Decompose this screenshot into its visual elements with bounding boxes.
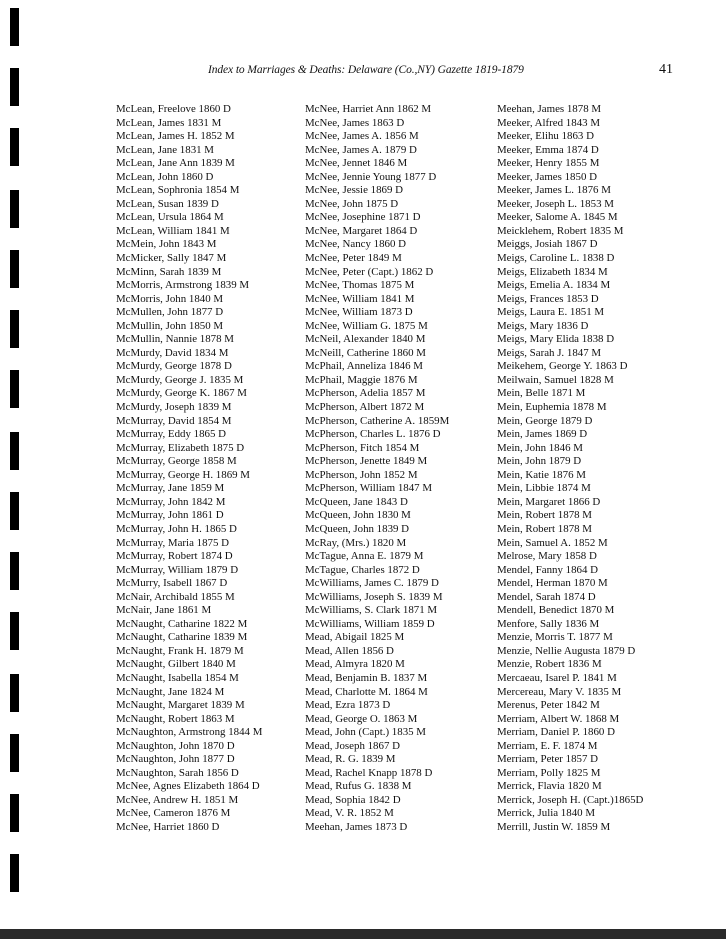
index-column-3 <box>497 103 643 835</box>
index-entry: Menzie, Nellie Augusta 1879 D <box>497 644 636 657</box>
index-entry: Meeker, James L. 1876 M <box>497 184 611 197</box>
index-entry: McMurray, David 1854 M <box>116 414 232 427</box>
index-entry: Mein, Katie 1876 M <box>497 468 586 481</box>
index-entry: Mead, Almyra 1820 M <box>305 658 405 671</box>
index-entry: Meeker, Joseph L. 1853 M <box>497 197 614 210</box>
index-entry: Mead, Rufus G. 1838 M <box>305 780 412 793</box>
binding-hole <box>10 128 19 166</box>
index-entry: McMurray, William 1879 D <box>116 563 239 576</box>
index-entry: Meehan, James 1873 D <box>305 820 408 833</box>
page-number: 41 <box>659 62 673 77</box>
index-entry: McMurray, Robert 1874 D <box>116 550 233 563</box>
index-entry: Meeker, James 1850 D <box>497 170 597 183</box>
index-entry: McTague, Charles 1872 D <box>305 563 420 576</box>
index-entry: Meeker, Salome A. 1845 M <box>497 211 618 224</box>
binding-hole <box>10 190 19 228</box>
index-entry: McLean, John 1860 D <box>116 170 214 183</box>
index-entry: McMurray, Elizabeth 1875 D <box>116 441 245 454</box>
index-entry: McMullin, John 1850 M <box>116 319 224 332</box>
index-entry: McPherson, William 1847 M <box>305 482 433 495</box>
binding-hole <box>10 734 19 772</box>
index-entry: McNee, Agnes Elizabeth 1864 D <box>116 780 260 793</box>
index-entry: Meeker, Alfred 1843 M <box>497 116 600 129</box>
index-entry: McNee, William 1873 D <box>305 306 413 319</box>
scan-bottom-edge <box>0 929 726 939</box>
index-entry: McNee, Nancy 1860 D <box>305 238 407 251</box>
index-entry: McMorris, John 1840 M <box>116 292 224 305</box>
index-entry: McMurdy, George 1878 D <box>116 360 232 373</box>
index-entry: Meigs, Mary Elida 1838 D <box>497 333 615 346</box>
index-entry: Mein, George 1879 D <box>497 414 593 427</box>
index-entry: Merriam, Polly 1825 M <box>497 766 601 779</box>
index-entry: Mead, Abigail 1825 M <box>305 631 405 644</box>
binding-hole <box>10 250 19 288</box>
index-entry: Mead, Joseph 1867 D <box>305 739 400 752</box>
index-entry: McMurdy, George J. 1835 M <box>116 373 244 386</box>
index-entry: McMurray, Eddy 1865 D <box>116 428 226 441</box>
index-entry: Menzie, Robert 1836 M <box>497 658 602 671</box>
index-entry: Meicklehem, Robert 1835 M <box>497 224 624 237</box>
index-entry: Mein, Samuel A. 1852 M <box>497 536 608 549</box>
index-entry: McWilliams, James C. 1879 D <box>305 577 439 590</box>
index-entry: Merrill, Justin W. 1859 M <box>497 820 611 833</box>
page-title: Index to Marriages & Deaths: Delaware (Co.,NY) Gazette 1819-1879 <box>208 64 524 76</box>
index-entry: McNee, Josephine 1871 D <box>305 211 421 224</box>
index-entry: Meeker, Henry 1855 M <box>497 157 600 170</box>
index-entry: McMurry, Isabell 1867 D <box>116 577 228 590</box>
index-entry: McPherson, Adelia 1857 M <box>305 387 426 400</box>
index-entry: McNaught, Frank H. 1879 M <box>116 644 244 657</box>
index-entry: McWilliams, S. Clark 1871 M <box>305 604 438 617</box>
index-entry: Mead, Ezra 1873 D <box>305 699 391 712</box>
index-entry: McNee, Jennet 1846 M <box>305 157 408 170</box>
index-entry: Menzie, Morris T. 1877 M <box>497 631 613 644</box>
index-entry: Mendel, Sarah 1874 D <box>497 590 596 603</box>
index-entry: Mein, James 1869 D <box>497 428 588 441</box>
binding-hole <box>10 612 19 650</box>
index-entry: McMurdy, David 1834 M <box>116 346 229 359</box>
index-entry: McMicker, Sally 1847 M <box>116 252 227 265</box>
index-entry: McNaught, Gilbert 1840 M <box>116 658 236 671</box>
index-entry: Mendel, Fanny 1864 D <box>497 563 599 576</box>
index-entry: McPherson, John 1852 M <box>305 468 418 481</box>
index-entry: McPhail, Maggie 1876 M <box>305 373 418 386</box>
index-entry: Melrose, Mary 1858 D <box>497 550 597 563</box>
index-entry: McPherson, Fitch 1854 M <box>305 441 420 454</box>
binding-hole <box>10 8 19 46</box>
index-entry: McLean, Jane 1831 M <box>116 143 214 156</box>
index-entry: McWilliams, William 1859 D <box>305 617 435 630</box>
index-entry: Merriam, Daniel P. 1860 D <box>497 726 615 739</box>
index-entry: McNee, James 1863 D <box>305 116 405 129</box>
page-header <box>0 64 726 84</box>
index-entry: Mead, Allen 1856 D <box>305 644 394 657</box>
binding-hole <box>10 794 19 832</box>
index-entry: McNee, Peter (Capt.) 1862 D <box>305 265 434 278</box>
binding-hole <box>10 370 19 408</box>
index-entry: Mein, Euphemia 1878 M <box>497 401 607 414</box>
index-entry: McNee, William G. 1875 M <box>305 319 428 332</box>
index-entry: McMinn, Sarah 1839 M <box>116 265 222 278</box>
index-entry: McMurray, Maria 1875 D <box>116 536 230 549</box>
index-entry: Meiggs, Josiah 1867 D <box>497 238 598 251</box>
index-entry: Merenus, Peter 1842 M <box>497 699 600 712</box>
index-entry: Meigs, Caroline L. 1838 D <box>497 252 615 265</box>
index-entry: Meigs, Emelia A. 1834 M <box>497 279 611 292</box>
index-entry: McLean, Jane Ann 1839 M <box>116 157 235 170</box>
index-entry: McNee, Harriet 1860 D <box>116 820 220 833</box>
index-entry: Meigs, Laura E. 1851 M <box>497 306 605 319</box>
index-entry: Mein, John 1846 M <box>497 441 583 454</box>
index-entry: McNaughton, Sarah 1856 D <box>116 766 239 779</box>
index-entry: McLean, Susan 1839 D <box>116 197 219 210</box>
index-entry: McPherson, Catherine A. 1859M <box>305 414 450 427</box>
index-entry: Merrick, Joseph H. (Capt.)1865D <box>497 793 644 806</box>
index-entry: McMullen, John 1877 D <box>116 306 224 319</box>
index-entry: McNeill, Catherine 1860 M <box>305 346 426 359</box>
index-entry: Mein, Robert 1878 M <box>497 509 592 522</box>
binding-hole <box>10 854 19 892</box>
index-entry: McNair, Archibald 1855 M <box>116 590 235 603</box>
index-entry: Merriam, E. F. 1874 M <box>497 739 598 752</box>
index-entry: McWilliams, Joseph S. 1839 M <box>305 590 443 603</box>
index-entry: Meehan, James 1878 M <box>497 103 602 115</box>
index-entry: Mead, Charlotte M. 1864 M <box>305 685 428 698</box>
binding-hole <box>10 674 19 712</box>
index-entry: McLean, Sophronia 1854 M <box>116 184 240 197</box>
index-entry: McNee, John 1875 D <box>305 197 399 210</box>
index-entry: McNee, Margaret 1864 D <box>305 224 418 237</box>
index-entry: Mercaeau, Isarel P. 1841 M <box>497 671 617 684</box>
index-entry: Mendel, Herman 1870 M <box>497 577 608 590</box>
index-entry: Merrick, Flavia 1820 M <box>497 780 602 793</box>
index-column-1 <box>116 103 262 835</box>
index-entry: McNee, Peter 1849 M <box>305 252 402 265</box>
index-entry: Meigs, Elizabeth 1834 M <box>497 265 608 278</box>
index-entry: McMurray, John H. 1865 D <box>116 522 237 535</box>
index-entry: McLean, James 1831 M <box>116 116 222 129</box>
index-entry: McQueen, John 1830 M <box>305 509 411 522</box>
index-entry: Meilwain, Samuel 1828 M <box>497 373 614 386</box>
index-entry: McPherson, Charles L. 1876 D <box>305 428 441 441</box>
index-entry: Mercereau, Mary V. 1835 M <box>497 685 622 698</box>
index-entry: McLean, James H. 1852 M <box>116 130 235 143</box>
index-entry: McMurdy, Joseph 1839 M <box>116 401 232 414</box>
index-entry: McNee, Jessie 1869 D <box>305 184 403 197</box>
index-entry: Meigs, Mary 1836 D <box>497 319 589 332</box>
index-entry: McLean, Freelove 1860 D <box>116 103 231 115</box>
index-entry: McNee, Andrew H. 1851 M <box>116 793 239 806</box>
index-entry: McNee, James A. 1879 D <box>305 143 417 156</box>
index-entry: McQueen, John 1839 D <box>305 522 410 535</box>
index-entry: McNaught, Isabella 1854 M <box>116 671 239 684</box>
index-entry: McMurray, George 1858 M <box>116 455 237 468</box>
index-entry: McMurdy, George K. 1867 M <box>116 387 247 400</box>
index-entry: Menfore, Sally 1836 M <box>497 617 600 630</box>
index-entry: Mein, Margaret 1866 D <box>497 495 601 508</box>
index-entry: McPhail, Anneliza 1846 M <box>305 360 423 373</box>
index-entry: McMorris, Armstrong 1839 M <box>116 279 250 292</box>
index-entry: McMurray, Jane 1859 M <box>116 482 225 495</box>
index-entry: McRay, (Mrs.) 1820 M <box>305 536 407 549</box>
index-entry: McNaught, Margaret 1839 M <box>116 699 245 712</box>
index-entry: McNaught, Robert 1863 M <box>116 712 235 725</box>
index-entry: McNair, Jane 1861 M <box>116 604 212 617</box>
index-entry: McTague, Anna E. 1879 M <box>305 550 424 563</box>
index-entry: Meeker, Emma 1874 D <box>497 143 599 156</box>
index-entry: Mein, John 1879 D <box>497 455 582 468</box>
index-entry: McNaughton, Armstrong 1844 M <box>116 726 263 739</box>
index-entry: Mead, John (Capt.) 1835 M <box>305 726 426 739</box>
index-entry: Mendell, Benedict 1870 M <box>497 604 615 617</box>
index-entry: Mein, Belle 1871 M <box>497 387 586 400</box>
binding-hole <box>10 432 19 470</box>
index-entry: McMein, John 1843 M <box>116 238 217 251</box>
index-entry: McNaughton, John 1877 D <box>116 753 235 766</box>
index-entry: McNee, Cameron 1876 M <box>116 807 231 820</box>
index-entry: McLean, Ursula 1864 M <box>116 211 224 224</box>
index-entry: Mead, George O. 1863 M <box>305 712 418 725</box>
index-entry: Mead, Rachel Knapp 1878 D <box>305 766 433 779</box>
index-column-2 <box>305 103 449 835</box>
index-entry: Mead, Sophia 1842 D <box>305 793 401 806</box>
index-entry: Mead, Benjamin B. 1837 M <box>305 671 428 684</box>
index-entry: McMurray, George H. 1869 M <box>116 468 250 481</box>
index-entry: McPherson, Albert 1872 M <box>305 401 425 414</box>
index-entry: McNee, Thomas 1875 M <box>305 279 415 292</box>
index-entry: Meikehem, George Y. 1863 D <box>497 360 628 373</box>
index-entry: Mein, Robert 1878 M <box>497 522 592 535</box>
index-entry: McPherson, Jenette 1849 M <box>305 455 428 468</box>
binding-hole <box>10 552 19 590</box>
index-entry: Merriam, Peter 1857 D <box>497 753 599 766</box>
index-entry: McNaughton, John 1870 D <box>116 739 235 752</box>
index-entry: McNaught, Catharine 1839 M <box>116 631 248 644</box>
index-entry: McNaught, Catharine 1822 M <box>116 617 248 630</box>
index-entry: McNeil, Alexander 1840 M <box>305 333 426 346</box>
index-entry: McMurray, John 1842 M <box>116 495 226 508</box>
index-entry: McQueen, Jane 1843 D <box>305 495 408 508</box>
index-entry: Merrick, Julia 1840 M <box>497 807 595 820</box>
index-entry: McNaught, Jane 1824 M <box>116 685 225 698</box>
index-entry: McNee, James A. 1856 M <box>305 130 419 143</box>
index-entry: Mead, V. R. 1852 M <box>305 807 394 820</box>
index-entry: Meigs, Sarah J. 1847 M <box>497 346 602 359</box>
binding-hole <box>10 492 19 530</box>
index-entry: Mead, R. G. 1839 M <box>305 753 396 766</box>
index-entry: McLean, William 1841 M <box>116 224 230 237</box>
index-entry: McMurray, John 1861 D <box>116 509 224 522</box>
index-entry: McMullin, Nannie 1878 M <box>116 333 234 346</box>
binding-hole <box>10 310 19 348</box>
index-entry: Merriam, Albert W. 1868 M <box>497 712 620 725</box>
index-entry: McNee, Harriet Ann 1862 M <box>305 103 432 115</box>
index-entry: Meigs, Frances 1853 D <box>497 292 599 305</box>
index-entry: Mein, Libbie 1874 M <box>497 482 591 495</box>
binding-holes <box>10 0 20 939</box>
index-entry: Meeker, Elihu 1863 D <box>497 130 594 143</box>
index-entry: McNee, William 1841 M <box>305 292 415 305</box>
index-entry: McNee, Jennie Young 1877 D <box>305 170 437 183</box>
